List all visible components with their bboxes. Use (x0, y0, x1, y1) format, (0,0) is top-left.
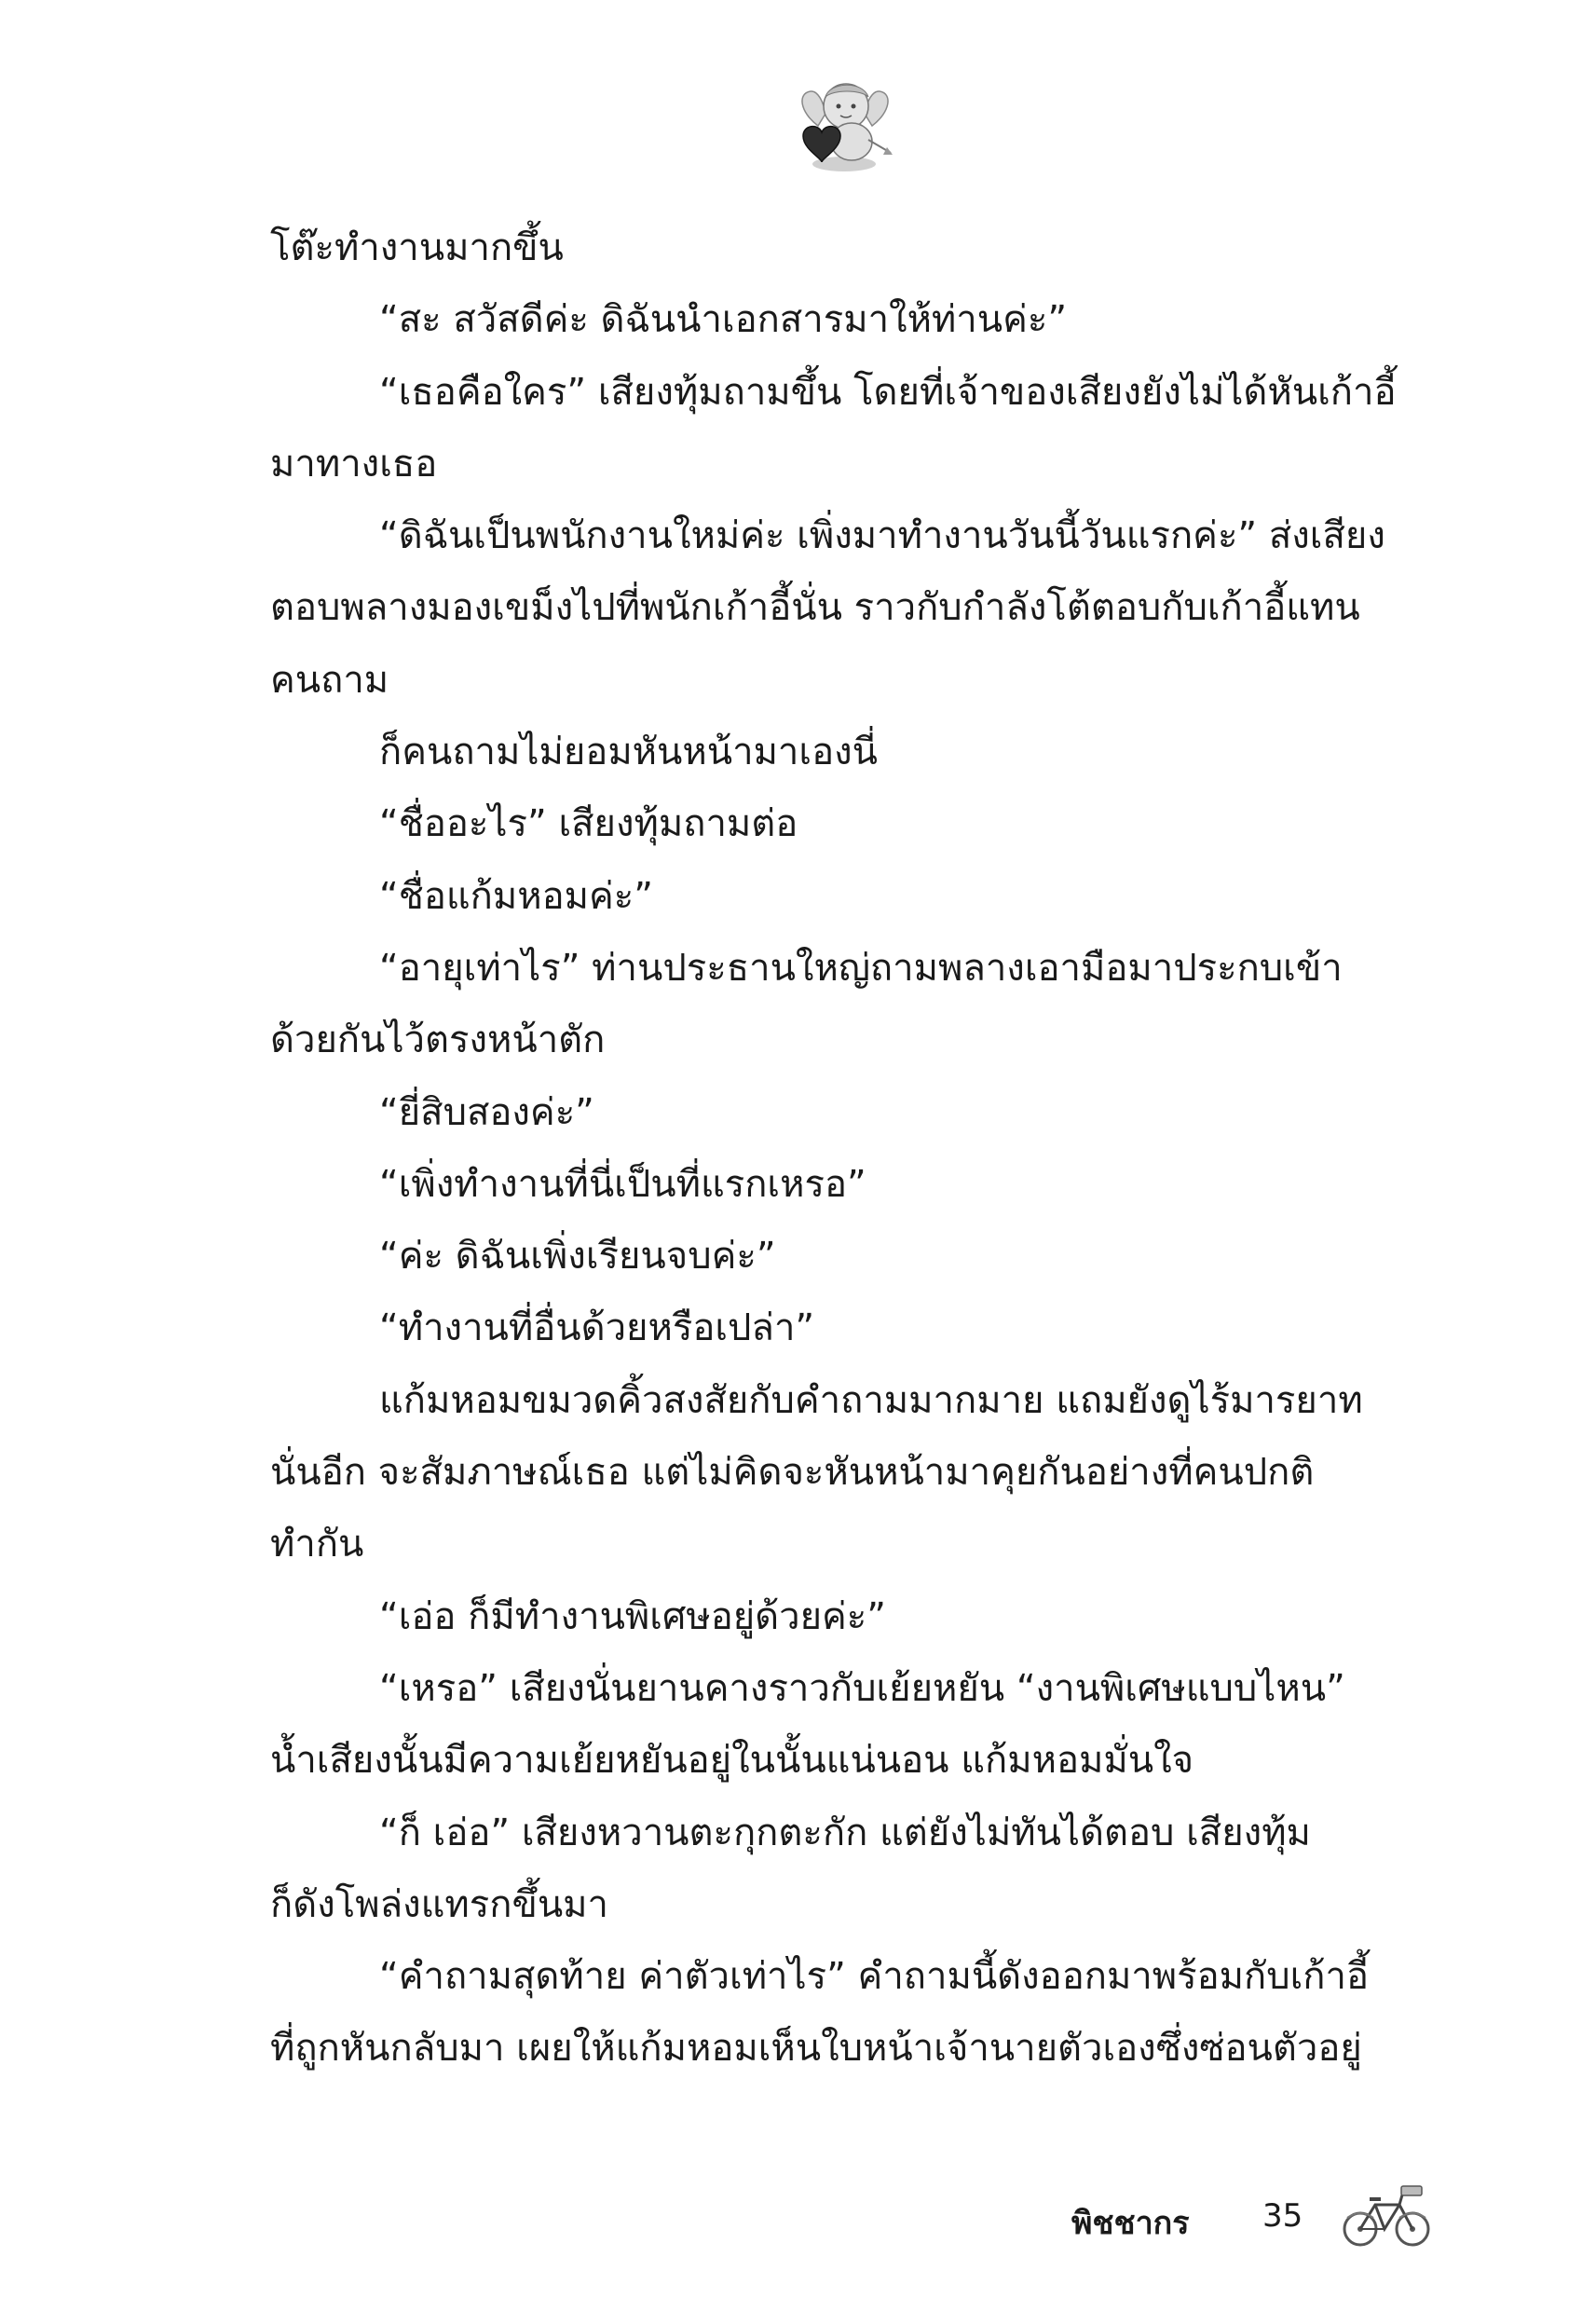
text-line: แก้มหอมขมวดคิ้วสงสัยกับคำถามมากมาย แถมยังดูไร้มารยาท (379, 1378, 1363, 1422)
text-line: “เหรอ” เสียงนั่นยานคางราวกับเย้ยหยัน “งานพิเศษแบบไหน” (379, 1666, 1345, 1710)
text-line: นั่นอีก จะสัมภาษณ์เธอ แต่ไม่คิดจะหันหน้ามาคุยกันอย่างที่คนปกติ (270, 1451, 1315, 1495)
text-line: ก็ดังโพล่งแทรกขึ้นมา (270, 1882, 608, 1926)
cupid-heart-icon (790, 75, 900, 177)
text-line: “อายุเท่าไร” ท่านประธานใหญ่ถามพลางเอามือมาประกบเข้า (379, 946, 1343, 990)
text-line: น้ำเสียงนั้นมีความเย้ยหยันอยู่ในนั้นแน่นอน แก้มหอมมั่นใจ (270, 1739, 1194, 1783)
text-line: “คำถามสุดท้าย ค่าตัวเท่าไร” คำถามนี้ดังออกมาพร้อมกับเก้าอี้ (379, 1955, 1369, 1999)
text-line: “ชื่ออะไร” เสียงทุ้มถามต่อ (379, 802, 798, 846)
page-footer (1071, 2181, 1444, 2264)
body-text (270, 212, 1412, 2085)
bicycle-icon (1342, 2181, 1431, 2249)
text-line: “ชื่อแก้มหอมค่ะ” (379, 874, 653, 918)
text-line: คนถาม (270, 658, 389, 702)
text-line: ก็คนถามไม่ยอมหันหน้ามาเองนี่ (379, 731, 878, 774)
text-line: “ก็ เอ่อ” เสียงหวานตะกุกตะกัก แต่ยังไม่ทันได้ตอบ เสียงทุ้ม (379, 1811, 1311, 1854)
text-line: “เธอคือใคร” เสียงทุ้มถามขึ้น โดยที่เจ้าของเสียงยังไม่ได้หันเก้าอี้ (379, 370, 1397, 414)
text-line: “เพิ่งทำงานที่นี่เป็นที่แรกเหรอ” (379, 1162, 866, 1206)
text-line: โต๊ะทำงานมากขึ้น (270, 226, 564, 269)
text-line: ที่ถูกหันกลับมา เผยให้แก้มหอมเห็นใบหน้าเจ้านายตัวเองซึ่งซ่อนตัวอยู่ (270, 2027, 1362, 2071)
text-line: “ดิฉันเป็นพนักงานใหม่ค่ะ เพิ่งมาทำงานวันนี้วันแรกค่ะ” ส่งเสียง (379, 514, 1385, 558)
page-number: 35 (1262, 2197, 1303, 2235)
text-line: ตอบพลางมองเขม็งไปที่พนักเก้าอี้นั่น ราวกับกำลังโต้ตอบกับเก้าอี้แทน (270, 586, 1360, 630)
text-line: “ทำงานที่อื่นด้วยหรือเปล่า” (379, 1306, 815, 1350)
footer-author: พิชชากร (1071, 2205, 1190, 2242)
text-line: “ยี่สิบสองค่ะ” (379, 1090, 594, 1134)
text-line: “เอ่อ ก็มีทำงานพิเศษอยู่ด้วยค่ะ” (379, 1594, 887, 1638)
text-line: มาทางเธอ (270, 442, 438, 485)
text-line: “สะ สวัสดีค่ะ ดิฉันนำเอกสารมาให้ท่านค่ะ” (379, 298, 1068, 342)
text-line: ด้วยกันไว้ตรงหน้าตัก (270, 1019, 606, 1062)
text-line: ทำกัน (270, 1523, 364, 1566)
text-line: “ค่ะ ดิฉันเพิ่งเรียนจบค่ะ” (379, 1235, 776, 1279)
